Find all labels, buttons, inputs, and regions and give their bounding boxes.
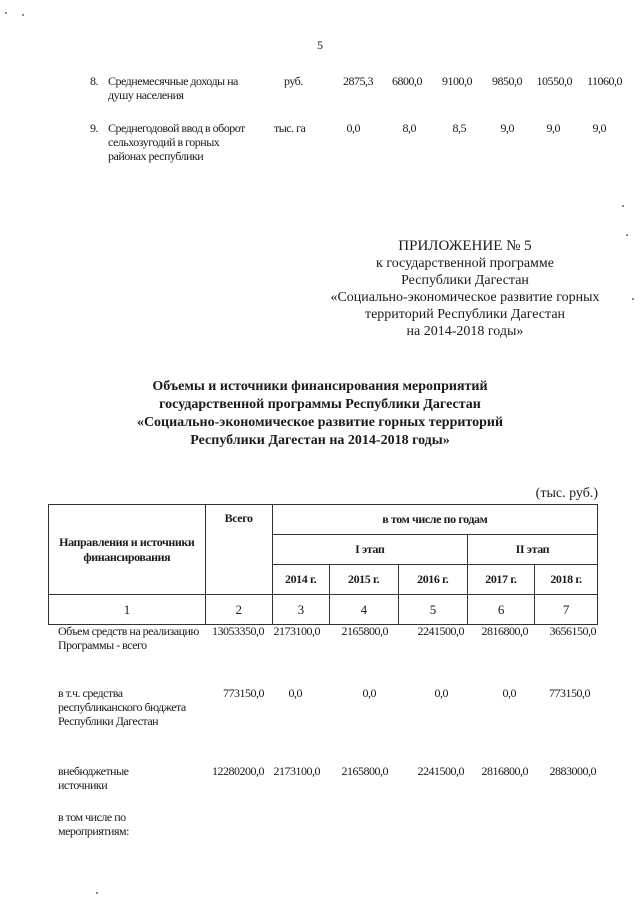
appendix-line: территорий Республики Дагестан xyxy=(364,307,566,322)
measures-label: в том числе по мероприятиям: xyxy=(58,810,129,838)
title-line: государственной программы Республики Дагестан xyxy=(159,397,481,412)
row-label: Объем средств на реализацию Программы - всего xyxy=(58,624,199,652)
row-value: 2816800,0 xyxy=(481,624,528,638)
indicator-value: 9,0 xyxy=(500,121,514,135)
row-label: в т.ч. средства республиканского бюджета Республики Дагестан xyxy=(58,686,186,728)
row-value: 2883000,0 xyxy=(549,764,596,778)
row-number: 8. xyxy=(90,74,98,88)
column-number: 5 xyxy=(398,595,467,625)
scan-speck xyxy=(5,12,7,14)
scan-speck xyxy=(96,892,98,894)
row-value: 0,0 xyxy=(362,686,376,700)
unit-note: (тыс. руб.) xyxy=(535,486,598,501)
indicator-value: 0,0 xyxy=(346,121,360,135)
document-title xyxy=(0,378,640,450)
row-number: 9. xyxy=(90,121,98,135)
year-header: 2014 г. xyxy=(272,565,329,595)
appendix-line: к государственной программе xyxy=(376,256,554,271)
row-value: 0,0 xyxy=(434,686,448,700)
indicator-value: 9,0 xyxy=(546,121,560,135)
title-line: Республики Дагестан на 2014-2018 годы» xyxy=(190,433,450,448)
column-number: 6 xyxy=(467,595,534,625)
row-value: 773150,0 xyxy=(223,686,264,700)
row-value: 12280200,0 xyxy=(212,764,264,778)
stage-1-header: I этап xyxy=(272,535,467,565)
year-header: 2017 г. xyxy=(467,565,534,595)
indicator-value: 11060,0 xyxy=(586,74,622,88)
year-header: 2016 г. xyxy=(398,565,467,595)
total-header: Всего xyxy=(205,505,272,595)
row-label: внебюджетные источники xyxy=(58,764,129,792)
scan-speck xyxy=(22,14,24,16)
title-line: «Социально-экономическое развитие горных территорий xyxy=(136,415,504,430)
indicator-value: 10550,0 xyxy=(536,74,572,88)
direction-header: Направления и источники финансирования xyxy=(49,505,206,595)
row-value: 2165800,0 xyxy=(341,764,388,778)
indicator-value: 9100,0 xyxy=(442,74,472,88)
appendix-line: Республики Дагестан xyxy=(401,273,529,288)
row-value: 2165800,0 xyxy=(341,624,388,638)
row-value: 3656150,0 xyxy=(549,624,596,638)
column-number: 1 xyxy=(49,595,206,625)
years-header: в том числе по годам xyxy=(272,505,597,535)
year-header: 2015 г. xyxy=(329,565,398,595)
column-number: 2 xyxy=(205,595,272,625)
indicator-name: Среднемесячные доходы на душу населения xyxy=(108,74,238,102)
appendix-block xyxy=(280,238,640,340)
row-value: 0,0 xyxy=(502,686,516,700)
column-number: 7 xyxy=(534,595,597,625)
indicator-value: 2875,3 xyxy=(343,74,373,88)
row-value: 2241500,0 xyxy=(417,624,464,638)
appendix-line: «Социально-экономическое развитие горных xyxy=(330,290,600,305)
indicator-value: 6800,0 xyxy=(392,74,422,88)
appendix-heading: ПРИЛОЖЕНИЕ № 5 xyxy=(398,238,532,254)
row-value: 2241500,0 xyxy=(417,764,464,778)
indicator-value: 9,0 xyxy=(592,121,606,135)
indicator-value: 8,5 xyxy=(452,121,466,135)
indicator-unit: тыс. га xyxy=(274,121,306,135)
column-number: 4 xyxy=(329,595,398,625)
indicator-unit: руб. xyxy=(284,74,303,88)
financing-table xyxy=(48,504,598,625)
stage-2-header: II этап xyxy=(467,535,597,565)
row-value: 2816800,0 xyxy=(481,764,528,778)
row-value: 2173100,0 xyxy=(273,624,320,638)
indicator-name: Среднегодовой ввод в оборот сельхозугодий в горных районах республики xyxy=(108,121,245,163)
indicator-value: 9850,0 xyxy=(492,74,522,88)
row-value: 2173100,0 xyxy=(273,764,320,778)
row-value: 13053350,0 xyxy=(212,624,264,638)
row-value: 773150,0 xyxy=(549,686,590,700)
row-value: 0,0 xyxy=(288,686,302,700)
title-line: Объемы и источники финансирования мероприятий xyxy=(152,379,488,394)
year-header: 2018 г. xyxy=(534,565,597,595)
column-number: 3 xyxy=(272,595,329,625)
indicator-value: 8,0 xyxy=(402,121,416,135)
scan-speck xyxy=(632,298,634,300)
scan-speck xyxy=(626,234,628,236)
scan-speck xyxy=(622,205,624,207)
page-number: 5 xyxy=(317,38,323,52)
appendix-line: на 2014-2018 годы» xyxy=(406,324,524,339)
